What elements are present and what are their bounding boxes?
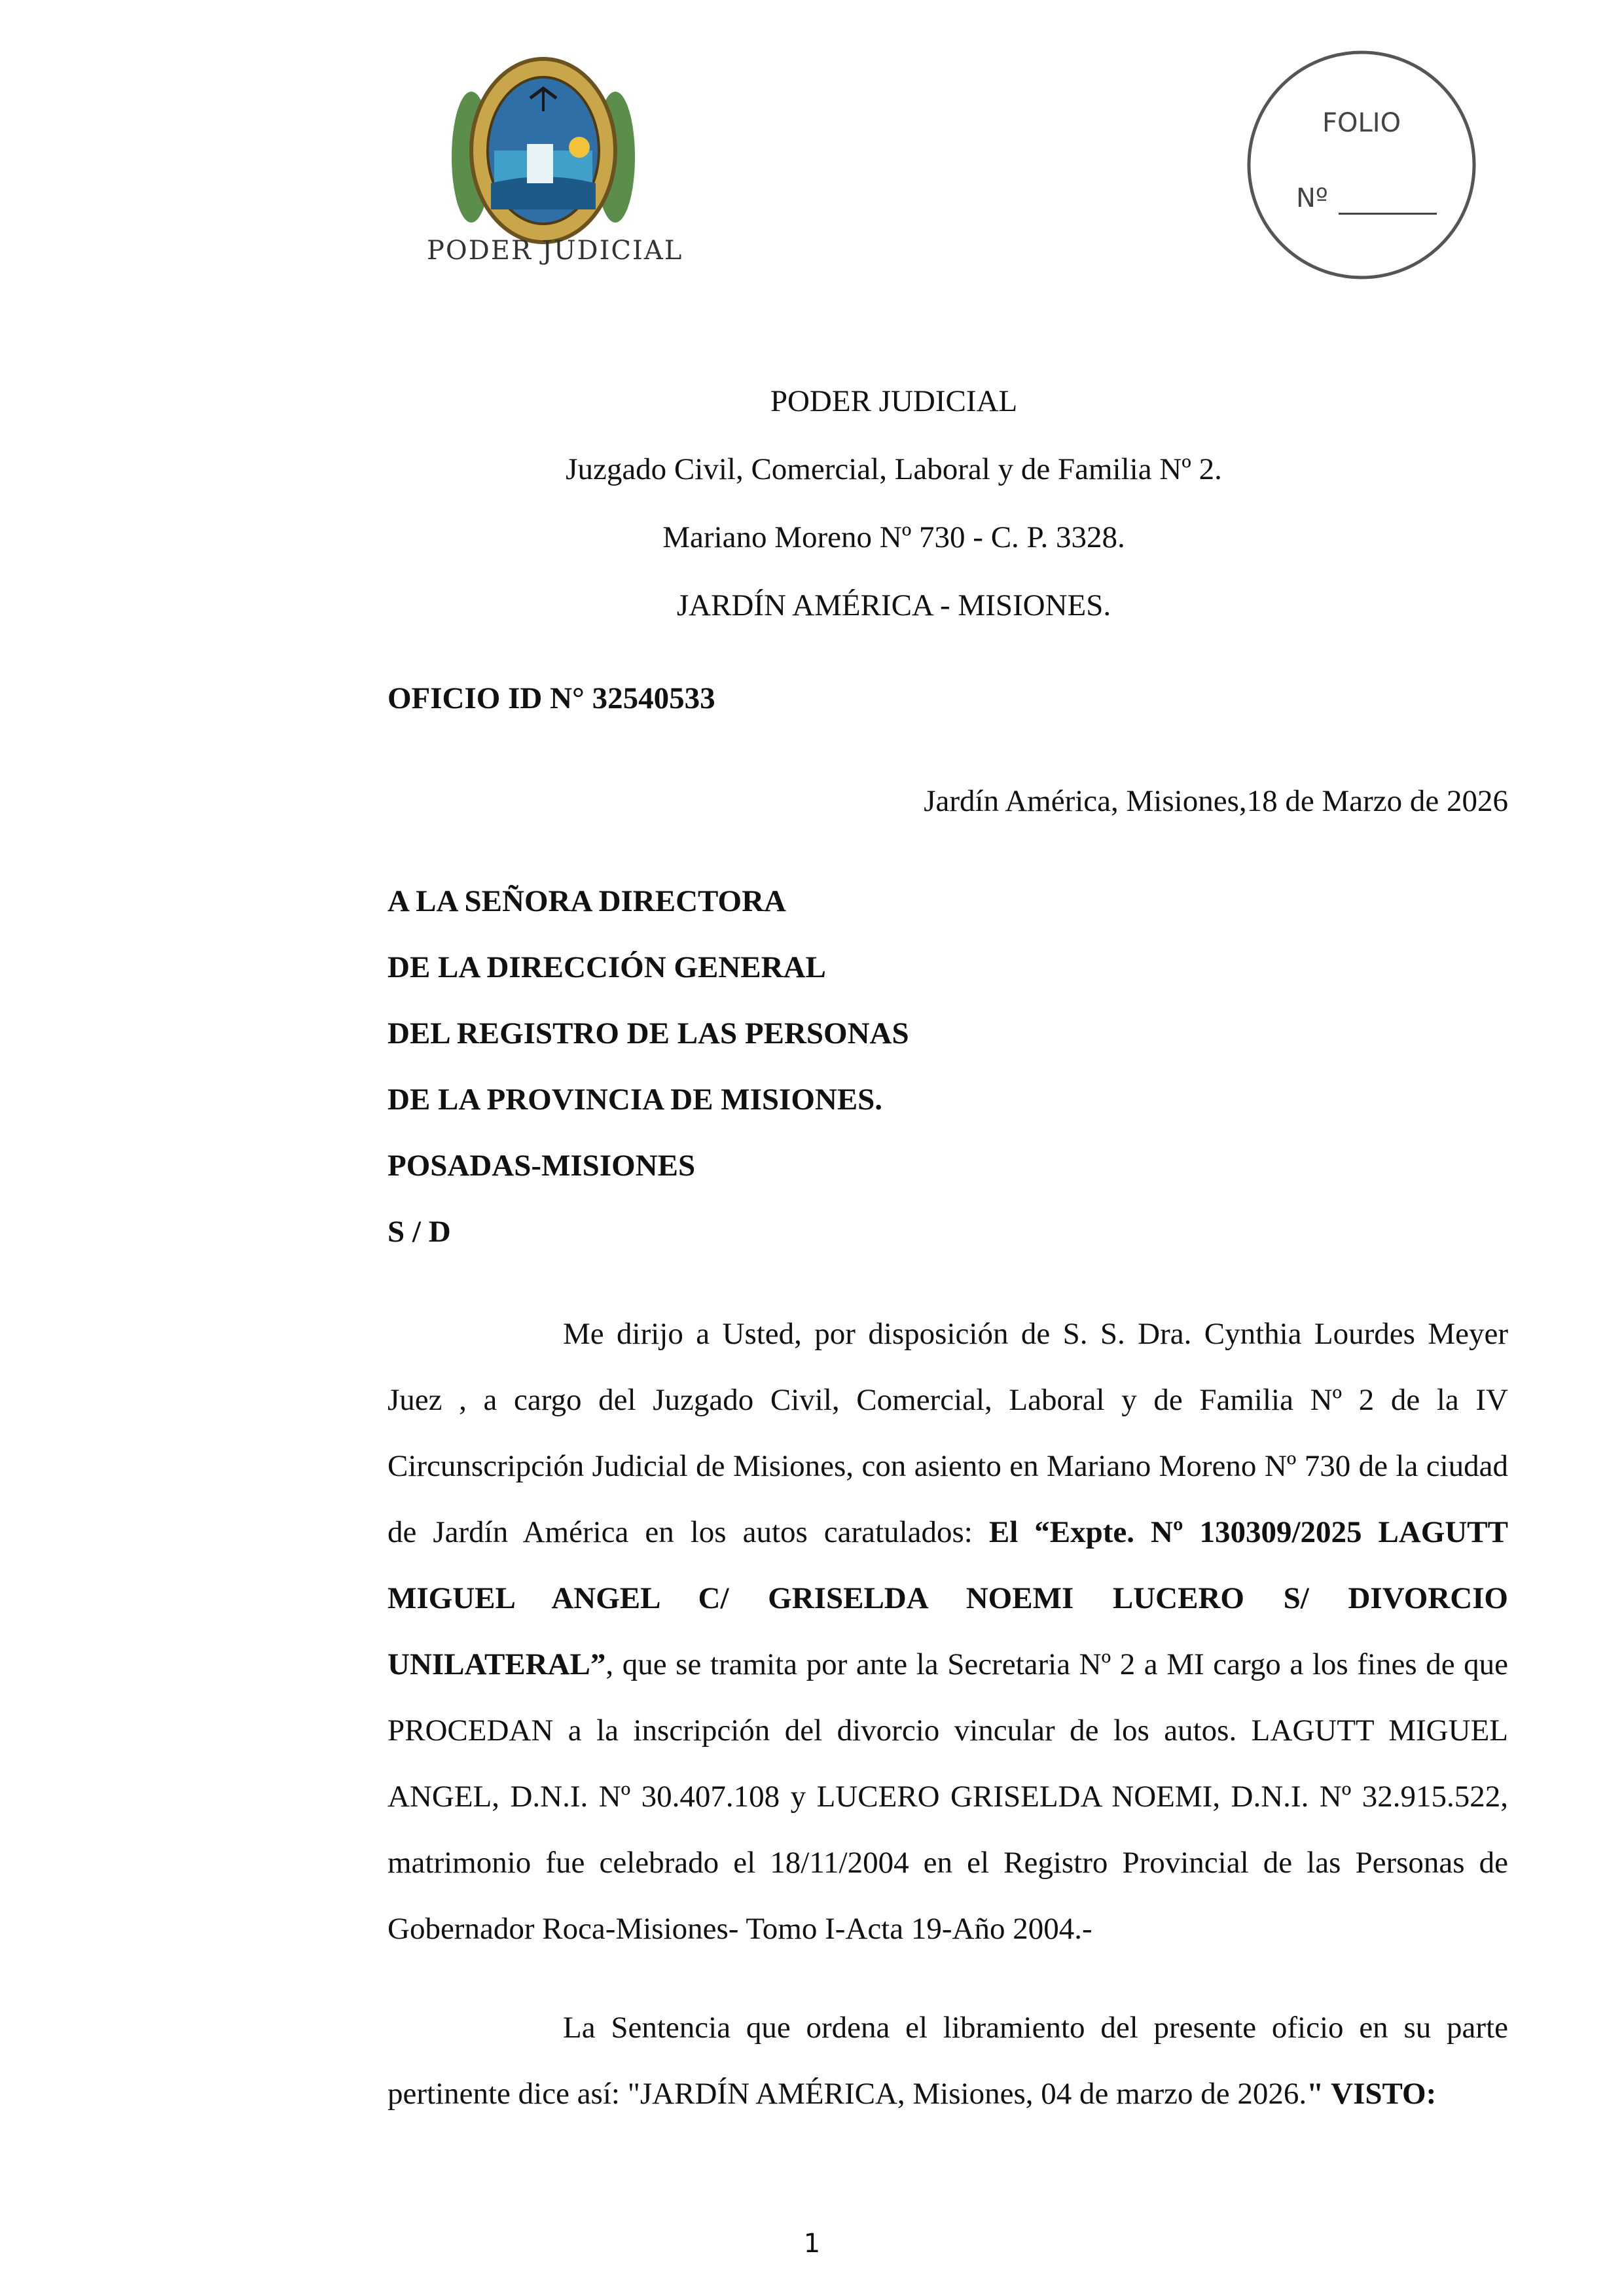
recipient-line-5: POSADAS-MISIONES (388, 1149, 696, 1183)
folio-stamp (1244, 47, 1479, 283)
document-date: Jardín América, Misiones,18 de Marzo de 2026 (924, 784, 1508, 818)
recipient-line-3: DEL REGISTRO DE LAS PERSONAS (388, 1016, 909, 1050)
visto-label: " VISTO: (1307, 2077, 1437, 2111)
logo-caption: PODER JUDICIAL (427, 236, 683, 266)
paragraph-1-intro: Me dirijo a Usted, por disposición de S. S. Dra. Cynthia Lourdes Meyer Juez , a cargo del Juzgado Civil, Comercial, Laboral y de Familia Nº 2 de la IV Circunscripción Judicial de Misiones, con asiento en Mariano Moreno Nº 730 de la ciudad de Jardín América en los autos caratulados: (388, 1317, 1508, 1549)
paragraph-2-text: La Sentencia que ordena el libramiento del presente oficio en su parte pertinente dice así: "JARDÍN AMÉRICA, Misiones, 04 de marzo de 2026. (388, 2011, 1508, 2111)
header-line-3: Mariano Moreno Nº 730 - C. P. 3328. (662, 520, 1125, 554)
paragraph-1-details: , que se tramita por ante la Secretaria Nº 2 a MI cargo a los fines de que PROCEDAN a la inscripción del divorcio vincular de los autos. LAGUTT MIGUEL ANGEL, D.N.I. Nº 30.407.108 y LUCERO GRISELDA NOEMI, D.N.I. Nº 32.915.522, matrimonio fue celebrado el 18/11/2004 en el Registro Provincial de las Personas de Gobernador Roca-Misiones- Tomo I-Acta 19-Año 2004.- (388, 1647, 1508, 1946)
recipient-line-1: A LA SEÑORA DIRECTORA (388, 884, 786, 918)
recipient-line-2: DE LA DIRECCIÓN GENERAL (388, 950, 826, 984)
header-line-2: Juzgado Civil, Comercial, Laboral y de Familia Nº 2. (566, 452, 1222, 486)
recipient-line-6: S / D (388, 1215, 451, 1249)
body-paragraph-1 (388, 1301, 1508, 1962)
header-line-4: JARDÍN AMÉRICA - MISIONES. (676, 588, 1111, 622)
header-line-1: PODER JUDICIAL (770, 384, 1018, 418)
folio-number-label: Nº (1296, 183, 1328, 213)
oficio-id: OFICIO ID N° 32540533 (388, 681, 715, 715)
folio-number-blank (1339, 213, 1437, 215)
page-number: 1 (803, 2229, 821, 2259)
case-title: El “Expte. Nº 130309/2025 LAGUTT MIGUEL ANGEL C/ GRISELDA NOEMI LUCERO S/ DIVORCIO UNILATERAL” (388, 1515, 1508, 1681)
recipient-line-4: DE LA PROVINCIA DE MISIONES. (388, 1083, 883, 1117)
folio-label: FOLIO (1322, 108, 1401, 138)
body-paragraph-2 (388, 1995, 1508, 2127)
